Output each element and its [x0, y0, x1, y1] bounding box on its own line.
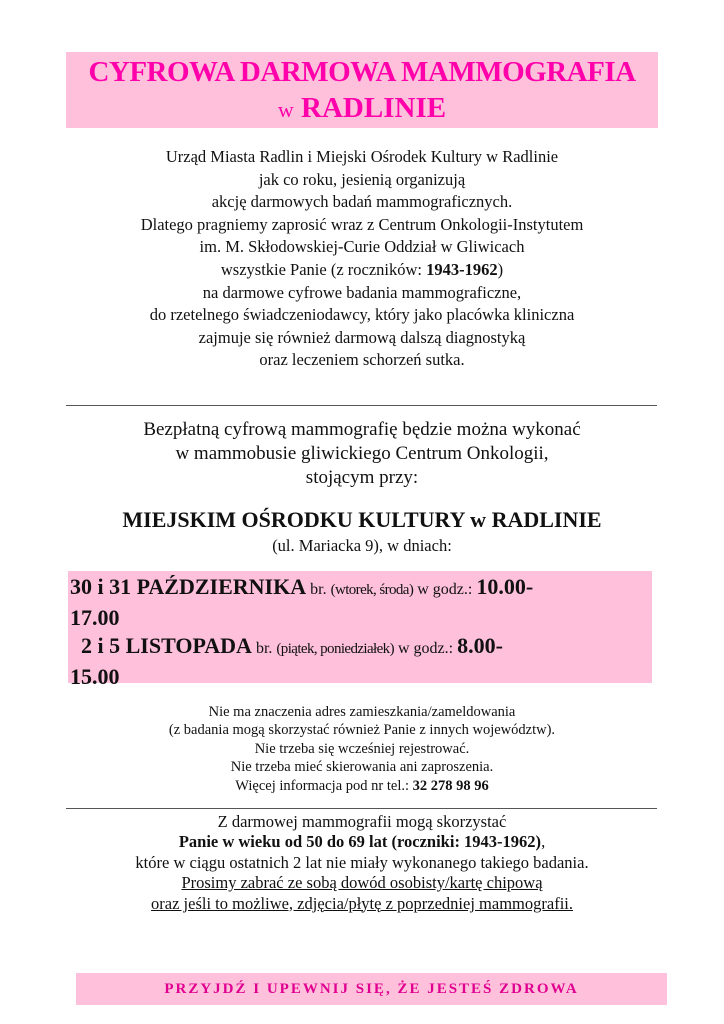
date-1-hours-end: 17.00: [70, 605, 120, 630]
location-intro: [66, 418, 658, 490]
eligibility-age-line: [66, 832, 658, 852]
intro-line: Urząd Miasta Radlin i Miejski Ośrodek Kultury w Radlinie: [165, 147, 559, 166]
birth-years-prefix: wszystkie Panie (z roczników:: [220, 259, 427, 279]
venue-address: (ul. Mariacka 9), w dniach:: [272, 536, 452, 555]
intro-line: do rzetelnego świadczeniodawcy, który jako placówka kliniczna: [149, 305, 575, 325]
info-line: Nie ma znaczenia adres zamieszkania/zameldowania: [208, 704, 516, 720]
title-line-1: CYFROWA DARMOWA MAMMOGRAFIA: [88, 56, 636, 88]
date-entry-2: [70, 632, 652, 663]
intro-line: Dlatego pragniemy zaprosić wraz z Centrum Onkologii-Instytutem: [140, 214, 584, 234]
location-line: Bezpłatną cyfrową mammografię będzie można wykonać: [143, 419, 581, 440]
eligibility-line: które w ciągu ostatnich 2 lat nie miały wykonanego takiego badania.: [135, 852, 589, 872]
date-entry-1-cont: [70, 604, 652, 632]
date-1-hours-label: w godz.:: [413, 581, 477, 598]
intro-birth-years-line: [66, 259, 658, 282]
eligibility-age-suffix: ,: [541, 832, 546, 852]
intro-line: na darmowe cyfrowe badania mammograficzne,: [202, 282, 522, 302]
location-line: stojącym przy:: [305, 467, 419, 488]
info-line: (z badania mogą skorzystać również Panie z innych województw).: [168, 722, 556, 739]
phone-number: 32 278 98 96: [412, 777, 489, 794]
eligibility-docs-line: Prosimy zabrać ze sobą dowód osobisty/kartę chipową: [181, 873, 543, 893]
eligibility-age: Panie w wieku od 50 do 69 lat (roczniki: 1943-1962): [178, 832, 542, 852]
divider: [66, 808, 657, 809]
date-entry-2-cont: [70, 663, 652, 691]
title-line-2-prefix: w: [277, 97, 294, 122]
intro-line: oraz leczeniem schorzeń sutka.: [259, 350, 465, 370]
date-entry-1: [70, 573, 652, 604]
eligibility-section: [66, 812, 658, 914]
intro-line: akcję darmowych badań mammograficznych.: [211, 192, 513, 212]
birth-years-suffix: ): [497, 259, 504, 279]
venue-name: MIEJSKIM OŚRODKU KULTURY w RADLINIE: [122, 507, 602, 532]
footer-slogan: PRZYJDŹ I UPEWNIJ SIĘ, ŻE JESTEŚ ZDROWA: [164, 981, 579, 997]
eligibility-docs-line: oraz jeśli to możliwe, zdjęcia/płytę z poprzedniej mammografii.: [151, 893, 573, 913]
date-2-days: (piątek, poniedziałek): [276, 641, 394, 657]
intro-paragraph: [66, 146, 658, 372]
title-line-2-main: RADLINIE: [301, 92, 447, 124]
title-line-2: [66, 90, 658, 128]
phone-label: Więcej informacja pod nr tel.:: [235, 777, 413, 794]
date-2-hours-start: 8.00-: [457, 633, 503, 658]
info-notes: [66, 703, 658, 795]
intro-line: zajmuje się również darmową dalszą diagnostyką: [198, 327, 526, 347]
eligibility-line: Z darmowej mammografii mogą skorzystać: [217, 812, 507, 831]
location-line: w mammobusie gliwickiego Centrum Onkologii,: [175, 443, 549, 464]
date-1-main: 30 i 31 PAŹDZIERNIKA: [70, 574, 307, 599]
footer-banner: [76, 973, 667, 1005]
date-2-main: 2 i 5 LISTOPADA: [81, 633, 252, 658]
birth-years: 1943-1962: [426, 259, 498, 279]
date-2-hours-label: w godz.:: [393, 640, 458, 657]
dates-box: [68, 571, 652, 689]
date-1-hours-start: 10.00-: [476, 574, 534, 599]
info-line: Nie trzeba mieć skierowania ani zaproszenia.: [230, 759, 494, 776]
title-banner: [66, 52, 658, 128]
intro-line: im. M. Skłodowskiej-Curie Oddział w Gliwicach: [199, 237, 525, 257]
info-phone-line: [66, 777, 658, 795]
date-2-br: br.: [251, 640, 277, 657]
intro-line: jak co roku, jesienią organizują: [258, 169, 466, 189]
info-line: Nie trzeba się wcześniej rejestrować.: [254, 740, 470, 757]
date-1-br: br.: [306, 581, 331, 598]
divider: [66, 405, 657, 406]
date-2-hours-end: 15.00: [70, 664, 120, 689]
date-1-days: (wtorek, środa): [330, 582, 414, 598]
